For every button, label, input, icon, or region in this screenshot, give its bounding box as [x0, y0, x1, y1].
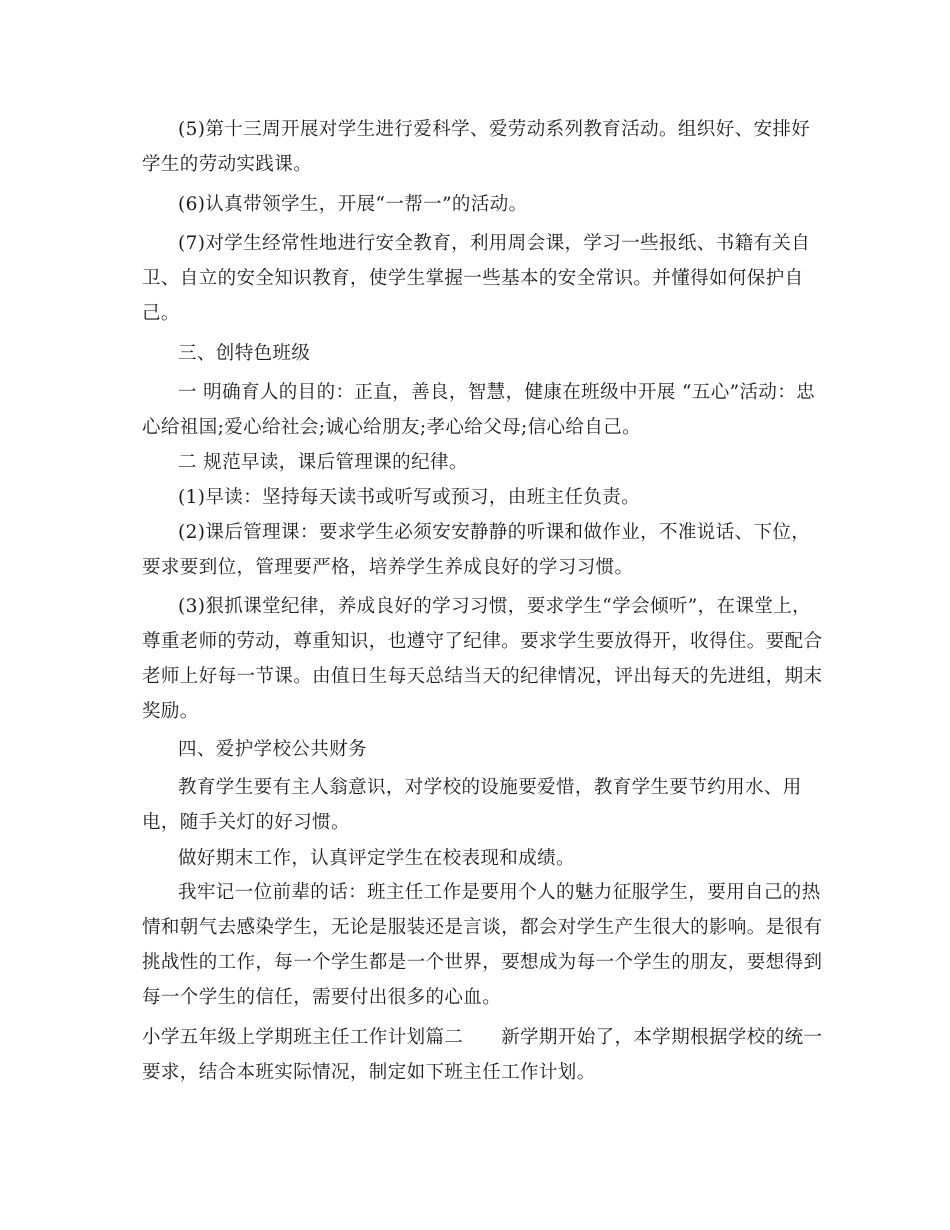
text-line: 做好期末工作，认真评定学生在校表现和成绩。 [178, 848, 575, 869]
text-line: 奖励。 [142, 701, 199, 722]
text-line: (3)狠抓课堂纪律，养成良好的学习习惯，要求学生“学会倾听”，在课堂上， [178, 596, 812, 617]
text-line: 挑战性的工作，每一个学生都是一个世界，要想成为每一个学生的朋友，要想得到 [142, 952, 823, 973]
text-line: (2)课后管理课：要求学生必须安安静静的听课和做作业，不准说话、下位， [178, 522, 811, 543]
text-line: 二 规范早读，课后管理课的纪律。 [178, 452, 468, 473]
text-line: 要求，结合本班实际情况，制定如下班主任工作计划。 [142, 1062, 596, 1083]
section-heading: 四、爱护学校公共财务 [178, 739, 368, 760]
text-line: 电，随手关灯的好习惯。 [142, 812, 350, 833]
text-line: (1)早读：坚持每天读书或听写或预习，由班主任负责。 [178, 487, 641, 508]
text-line: 要求要到位，管理要严格，培养学生养成良好的学习习惯。 [142, 557, 634, 578]
text-line: (7)对学生经常性地进行安全教育，利用周会课，学习一些报纸、书籍有关自 [178, 233, 811, 254]
text-line: 我牢记一位前辈的话：班主任工作是要用个人的魅力征服学生，要用自己的热 [178, 882, 821, 903]
text-line: 情和朝气去感染学生，无论是服装还是言谈，都会对学生产生很大的影响。是很有 [142, 917, 823, 938]
text-line: 教育学生要有主人翁意识，对学校的设施要爱惜，教育学生要节约用水、用 [178, 777, 802, 798]
text-line: 每一个学生的信任，需要付出很多的心血。 [142, 987, 502, 1008]
text-line: (6)认真带领学生，开展“一帮一”的活动。 [178, 194, 528, 215]
text-line: (5)第十三周开展对学生进行爱科学、爱劳动系列教育活动。组织好、安排好 [178, 119, 811, 140]
text-line: 一 明确育人的目的：正直，善良，智慧，健康在班级中开展 “五心”活动：忠 [178, 382, 816, 403]
text-line: 老师上好每一节课。由值日生每天总结当天的纪律情况，评出每天的先进组，期末 [142, 666, 823, 687]
section-heading: 三、创特色班级 [178, 343, 311, 364]
text-line: 己。 [142, 303, 180, 324]
text-line: 小学五年级上学期班主任工作计划篇二 新学期开始了，本学期根据学校的统一 [142, 1027, 823, 1048]
text-line: 卫、自立的安全知识教育，使学生掌握一些基本的安全常识。并懂得如何保护自 [142, 268, 804, 289]
text-line: 尊重老师的劳动，尊重知识，也遵守了纪律。要求学生要放得开，收得住。要配合 [142, 631, 823, 652]
text-line: 心给祖国;爱心给社会;诚心给朋友;孝心给父母;信心给自己。 [142, 417, 642, 438]
text-line: 学生的劳动实践课。 [142, 154, 313, 175]
